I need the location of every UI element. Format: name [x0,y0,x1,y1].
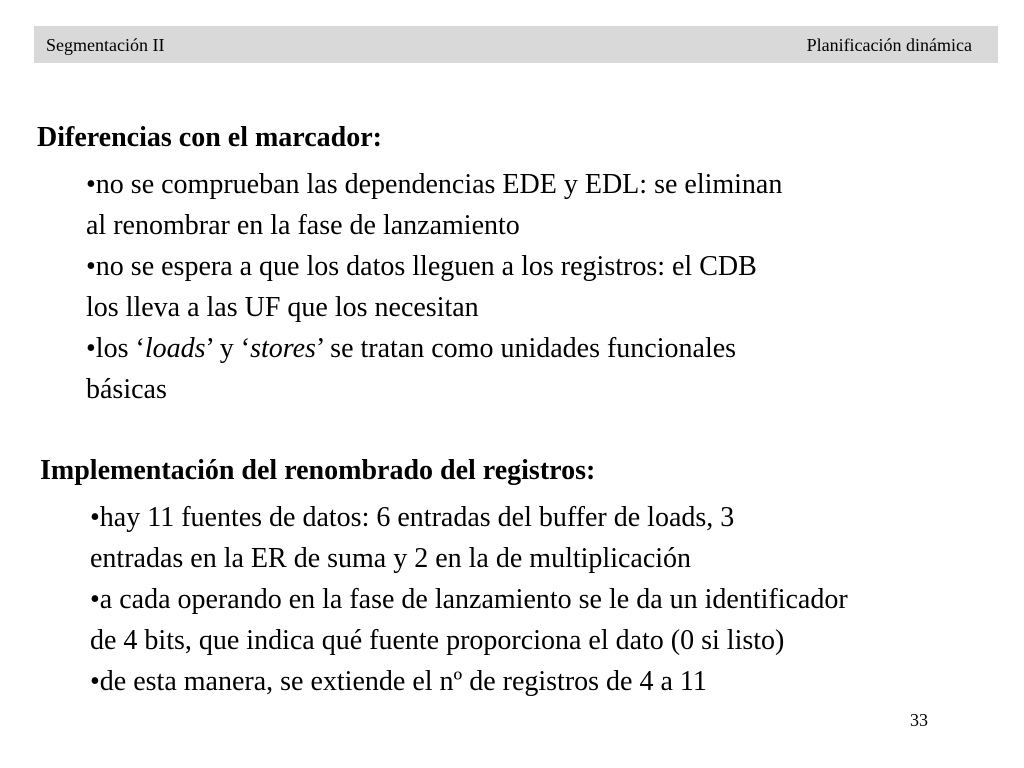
bullet-line [86,328,956,369]
bullet-line: •a cada operando en la fase de lanzamiento se le da un identificador [90,584,848,615]
bullet-line: de 4 bits, que indica qué fuente proporciona el dato (0 si listo) [90,625,785,656]
bullet-item [90,661,1024,702]
bullet-line: •hay 11 fuentes de datos: 6 entradas del buffer de loads, 3 [90,502,735,533]
bullet-line: básicas [86,374,167,405]
slide-header-bar [34,26,998,63]
bullet-line: al renombrar en la fase de lanzamiento [86,210,520,241]
bullet-line: los lleva a las UF que los necesitan [86,292,479,323]
bullet-text: •los ‘ [86,333,145,364]
page-number: 33 [910,710,928,730]
bullet-item [86,328,956,410]
bullet-line: •de esta manera, se extiende el nº de registros de 4 a 11 [90,666,707,697]
section-heading: Implementación del renombrado del registros: [40,455,596,486]
header-course-title: Segmentación II [46,35,165,55]
bullet-line: •no se espera a que los datos lleguen a los registros: el CDB [86,251,757,282]
bullet-item [86,164,956,246]
bullet-text: ’ y ‘ [205,333,251,364]
bullet-text: ’ se tratan como unidades funcionales [315,333,737,364]
bullet-item [90,497,1024,579]
bullet-list [90,497,1024,702]
loads-term: loads [144,333,206,364]
bullet-list [86,164,956,410]
header-topic-title: Planificación dinámica [806,35,972,55]
stores-term: stores [250,333,316,364]
bullet-line: entradas en la ER de suma y 2 en la de multiplicación [90,543,692,574]
bullet-line: •no se comprueban las dependencias EDE y EDL: se eliminan [86,169,783,200]
bullet-item [90,579,1024,661]
bullet-item [86,246,956,328]
section-heading: Diferencias con el marcador: [37,122,382,153]
